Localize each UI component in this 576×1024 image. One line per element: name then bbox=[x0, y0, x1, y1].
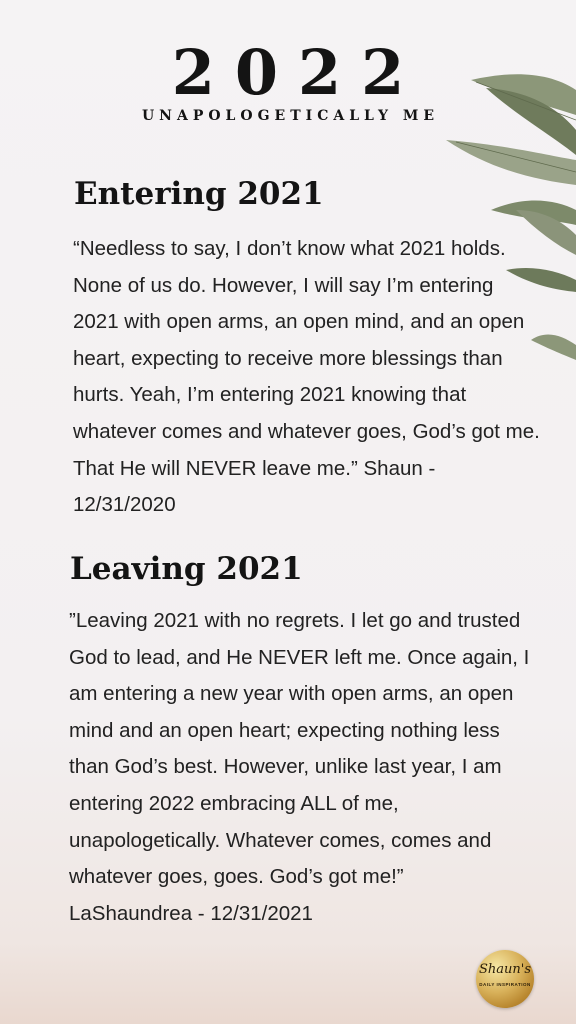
leaving-quote-text: ”Leaving 2021 with no regrets. I let go and trusted God to lead, and He NEVER left me. Once again, I am entering a new year with open arms, an open mind and an open heart; expecting nothing less than God’s best. However, unlike last year, I am entering 2022 embracing ALL of me, unapologetically. Whatever comes, comes and whatever goes, goes. God’s got me!” bbox=[69, 609, 530, 889]
entering-quote: “Needless to say, I don’t know what 2021 holds. None of us do. However, I will say I’m entering 2021 with open arms, an open mind, and an open heart, expecting to receive more blessings than hurts. Yeah, I’m entering 2021 knowing that whatever comes and whatever goes, God’s got me. That He will NEVER leave me.” Shaun - 12/31/2020 bbox=[73, 237, 540, 517]
tagline: UNAPOLOGETICALLY ME bbox=[141, 108, 440, 124]
leaving-quote bbox=[69, 603, 539, 932]
logo-script: Shaun's bbox=[478, 962, 532, 977]
logo-subtitle: DAILY INSPIRATION bbox=[479, 982, 531, 987]
section-heading-leaving: Leaving 2021 bbox=[70, 551, 303, 587]
logo-badge bbox=[476, 950, 534, 1008]
signature: LaShaundrea - 12/31/2021 bbox=[69, 901, 313, 925]
section-heading-entering: Entering 2021 bbox=[74, 176, 324, 212]
year-title: 2022 bbox=[171, 36, 425, 109]
